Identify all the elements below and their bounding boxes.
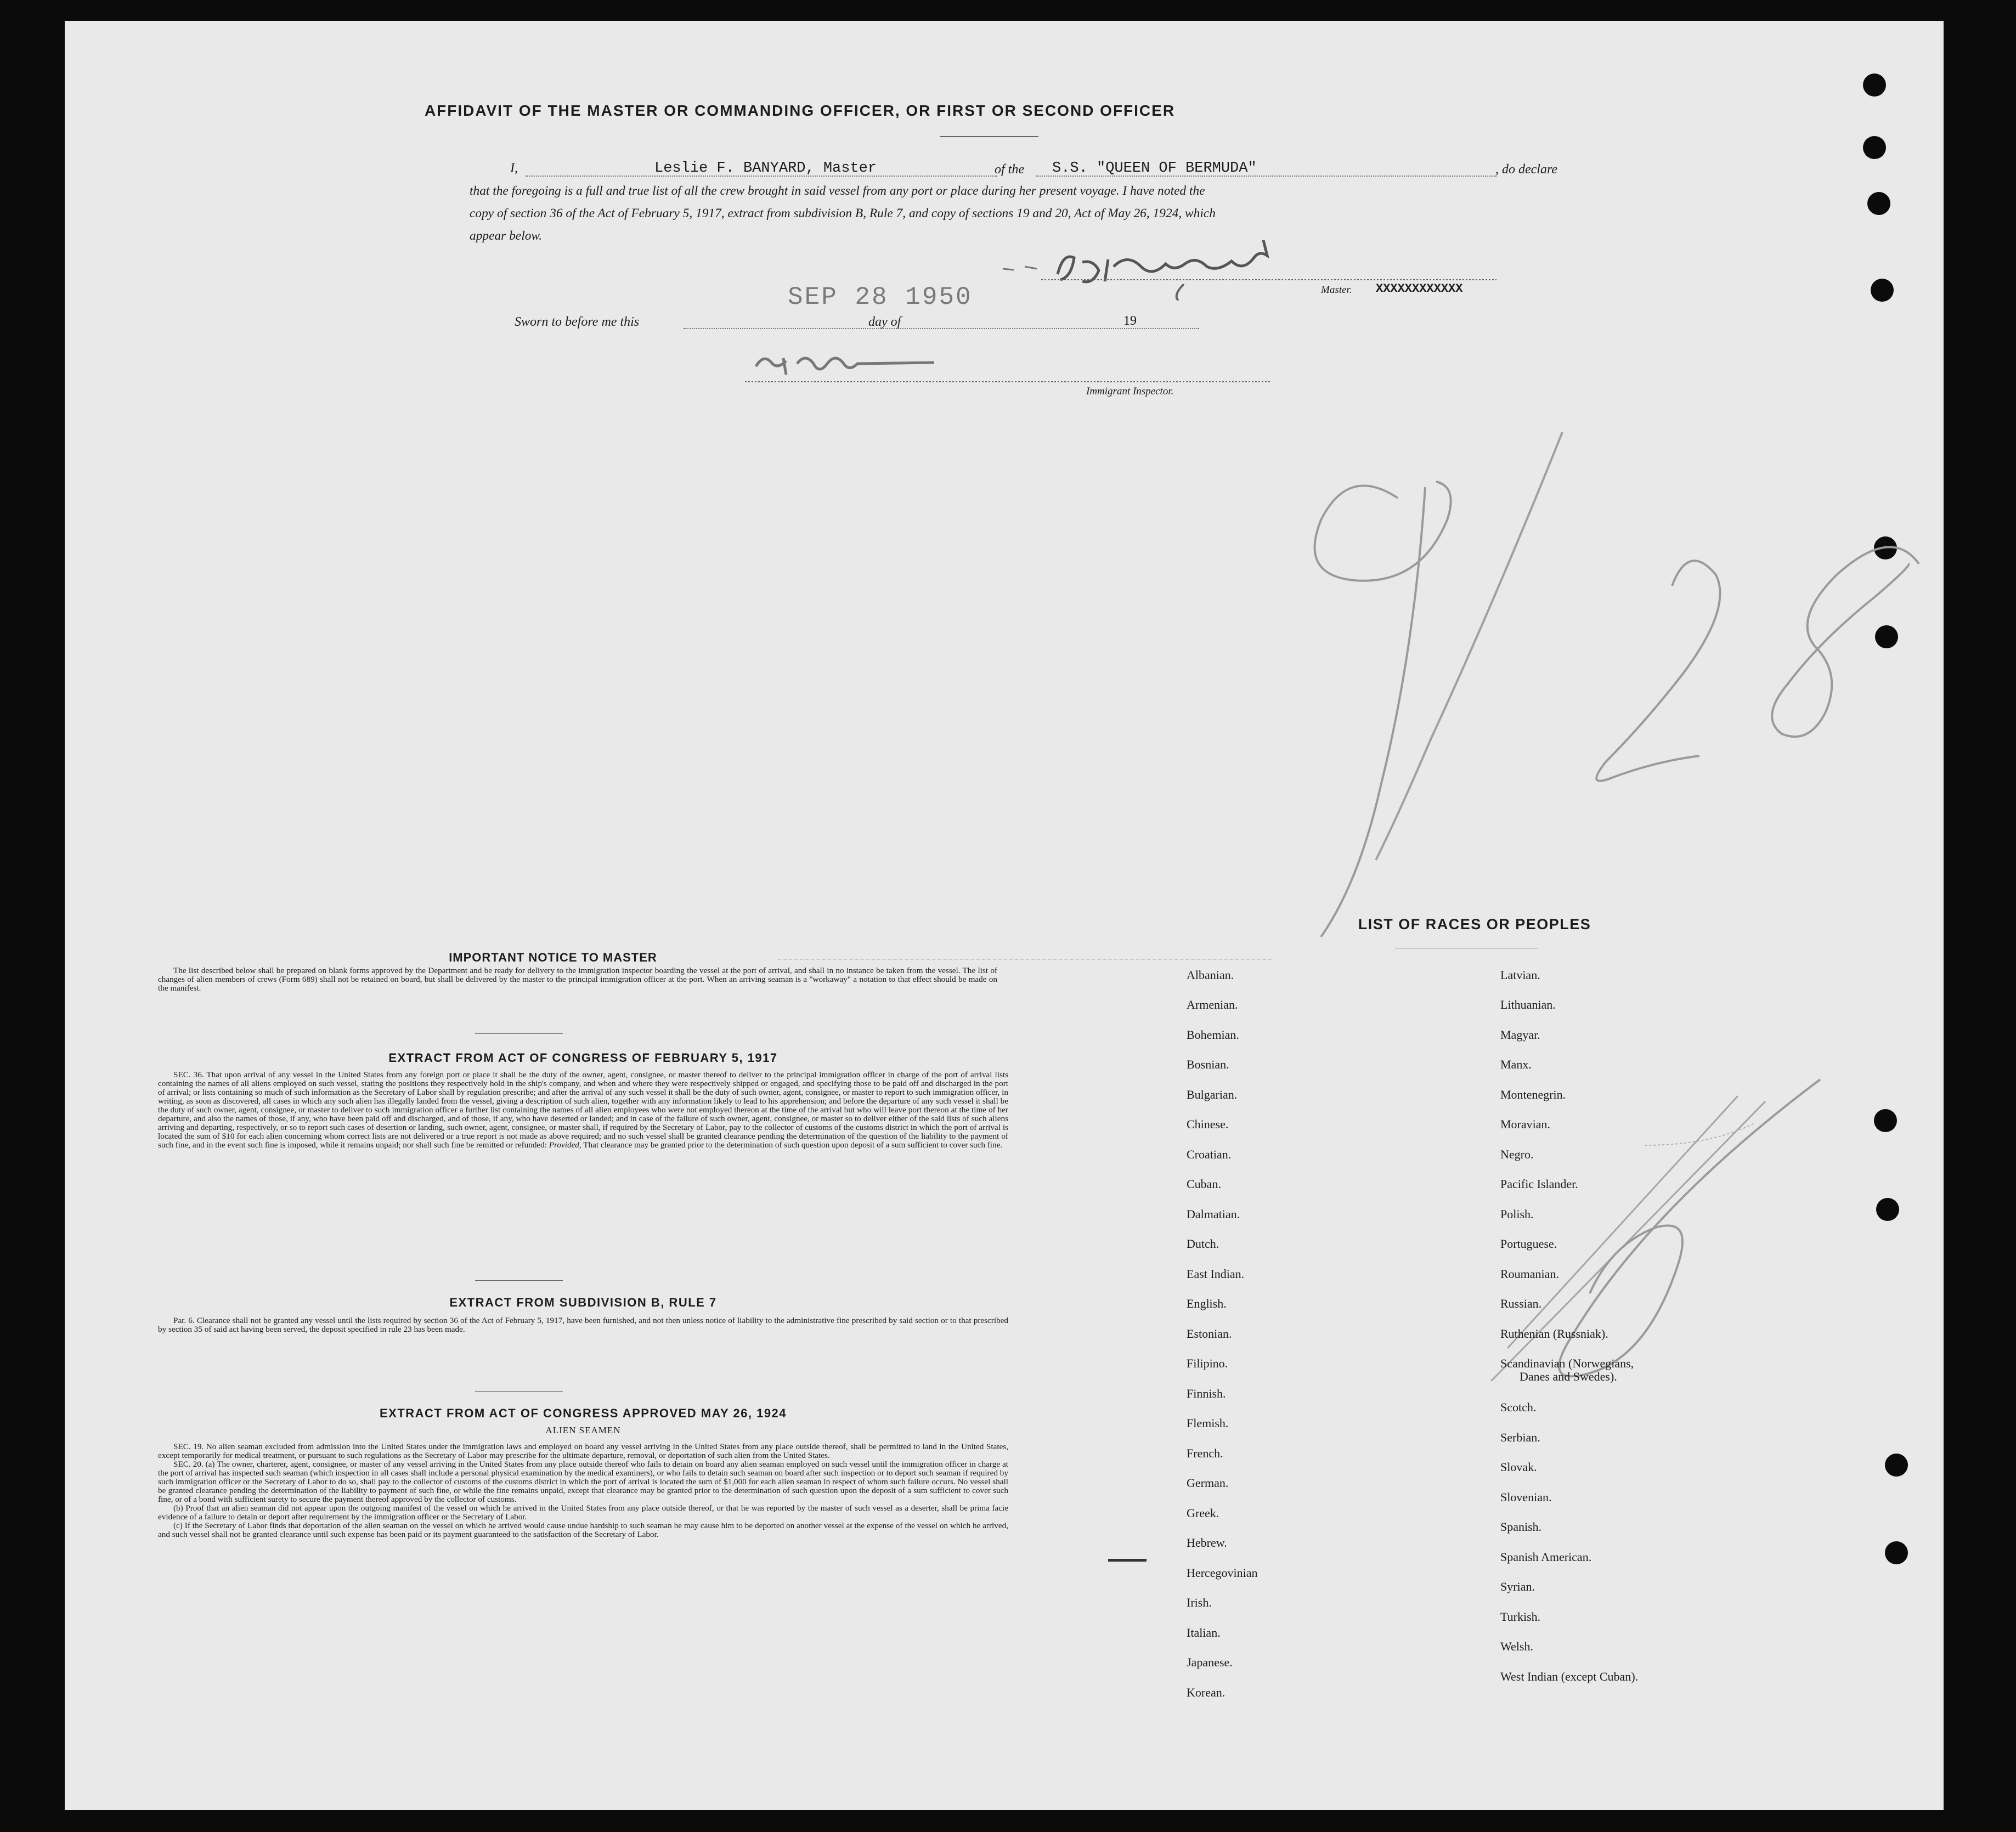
sworn-blank-line [684,328,1199,329]
race-item: East Indian. [1187,1267,1245,1281]
race-item: Scandinavian (Norwegians, [1500,1356,1634,1370]
sec20c-paragraph: (c) If the Secretary of Labor finds that deportation of the alien seaman on the vessel on which he arrived would cause undue hardship to such seaman he may cause him to be deported on another vessel at the expense of the vessel on which he arrived, and such vessel shall not be granted clearance until such expense has been paid or its payment guaranteed to the satisfaction of the Secretary of Labor. [158,1521,1008,1539]
fold-crease [778,959,1272,960]
race-item: Lithuanian. [1500,998,1556,1011]
race-item: Dalmatian. [1187,1207,1240,1221]
race-item: Armenian. [1187,998,1238,1011]
race-item: Spanish. [1500,1520,1542,1534]
race-item: Magyar. [1500,1028,1540,1042]
race-item: German. [1187,1476,1229,1490]
race-item: Danes and Swedes). [1520,1370,1617,1383]
divider-1 [475,1033,563,1034]
race-item: Russian. [1500,1297,1542,1310]
race-item: Bohemian. [1187,1028,1239,1042]
race-item: Polish. [1500,1207,1534,1221]
master-name: Leslie F. BANYARD, Master [654,160,877,177]
race-item: Moravian. [1500,1117,1551,1131]
race-item: West Indian (except Cuban). [1500,1670,1639,1683]
day-of-label: day of [868,315,901,329]
race-item: Hebrew. [1187,1536,1227,1550]
affidavit-body-line1: that the foregoing is a full and true list of all the crew brought in said vessel from any port or place during her present voyage. I have noted the [470,184,1205,198]
handwritten-count-annotation [1414,1074,1886,1381]
race-item: Croatian. [1187,1147,1232,1161]
affidavit-title: AFFIDAVIT OF THE MASTER OR COMMANDING OFFICER, OR FIRST OR SECOND OFFICER [424,102,1176,119]
extract-1917-proviso: Provided, [549,1140,581,1150]
race-item: Hercegovinian [1187,1566,1258,1580]
races-title: LIST OF RACES OR PEOPLES [1358,916,1591,932]
extract-1924-title: EXTRACT FROM ACT OF CONGRESS APPROVED MAY 26, 1924 [379,1406,787,1420]
race-item: Estonian. [1187,1327,1232,1341]
margin-dash-mark [1108,1559,1147,1562]
vessel-name: S.S. "QUEEN OF BERMUDA" [1052,160,1257,177]
race-item: Flemish. [1187,1416,1229,1430]
race-item: Pacific Islander. [1500,1177,1578,1191]
affidavit-body-line2: copy of section 36 of the Act of February 5, 1917, extract from subdivision B, Rule 7, and copy of sections 19 and 20, Act of May 26, 1924, which [470,206,1216,220]
declarant-label: I, [510,161,518,176]
race-item: Italian. [1187,1626,1221,1639]
race-item: Finnish. [1187,1387,1226,1400]
sec19-paragraph: SEC. 19. No alien seaman excluded from admission into the United States under the immigration laws and employed on board any vessel arriving in the United States from any place outside thereof, shall be permitted to land in the United States, except temporarily for medical treatment, or pursuant to such regulations as the Secretary of Labor may prescribe for the ultimate departure, removal, or deportation of such alien from the United States. [158,1442,1008,1460]
extract-1917-body: SEC. 36. That upon arrival of any vessel in the United States from any foreign port or place it shall be the duty of the owner, agent, consignee, or master thereof to deliver to the principal immigration officer in charge of the port of arrival lists containing the names of all aliens employed on such vessel, stating the positions they respectively hold in the ship's company, and when and where they were respectively shipped or engaged, and specifying those to be paid off and discharged in the port of arrival; or lists containing so much of such information as the Secretary of Labor shall by regulation prescribe; and after the arrival of any such vessel it shall be the duty of such owner, agent, consignee, or master to report to such immigration officer, in writing, as soon as discovered, all cases in which any such alien has illegally landed from the vessel, giving a description of such alien, together with any information likely to lead to his apprehension; and before the departure of any such vessel it shall be the duty of such owner, agent, consignee, or master to deliver to such immigration officer a further list containing the names of all alien employees who were not employed thereon at the time of the arrival but who will leave port thereon at the time of her departure, and also the names of those, if any, who have been paid off and discharged, and of those, if any, who have deserted or landed; and in case of the failure of such owner, agent, consignee, or master so to deliver either of the said lists of such aliens arriving and departing, respectively, or so to report such cases of desertion or landing, such owner, agent, consignee, or master shall, if required by the Secretary of Labor, pay to the collector of customs of the customs district in which the port of arrival is located the sum of $10 for each alien concerning whom correct lists are not delivered or a true report is not made as above required; and no such vessel shall be granted clearance pending the determination of the question of the liability to the payment of such fine, and in the event such fine is imposed, while it remains unpaid; nor shall such fine be remitted or refunded: [158,1070,1008,1150]
race-item: Portuguese. [1500,1237,1557,1251]
race-item: Roumanian. [1500,1267,1559,1281]
extract-1924-subtitle: ALIEN SEAMEN [545,1425,621,1435]
race-item: French. [1187,1446,1223,1460]
race-item: English. [1187,1297,1227,1310]
notice-text [65,966,997,993]
race-item: Manx. [1500,1058,1532,1071]
punch-hole [1863,136,1886,159]
race-item: Slovak. [1500,1460,1537,1474]
affidavit-body-line3: appear below. [470,229,543,243]
title-divider [940,136,1038,137]
race-item: Serbian. [1500,1430,1540,1444]
sworn-label: Sworn to before me this [515,315,640,329]
extract-rule7-paragraph: Par. 6. Clearance shall not be granted any vessel until the lists required by section 36 of the Act of February 5, 1917, have been furnished, and not then unless notice of liability to the administrative fine prescribed by said section or to that prescribed by section 35 of said act having been served, the deposit specified in rule 23 has been made. [158,1316,1008,1334]
divider-2 [475,1280,563,1281]
race-item: Irish. [1187,1596,1212,1609]
extract-1924-text [158,1443,1008,1539]
date-stamp: SEP 28 1950 [788,283,973,312]
year-prefix: 19 [1123,314,1137,328]
race-item: Montenegrin. [1500,1088,1566,1101]
race-item: Negro. [1500,1147,1534,1161]
punch-hole [1885,1454,1908,1477]
sec20b-paragraph: (b) Proof that an alien seaman did not appear upon the outgoing manifest of the vessel on which he arrived in the United States from any place outside thereof, or that he was reported by the master of such vessel as a deserter, shall be prima facie evidence of a failure to detain or deport after requirement by the immigration officer or the Secretary of Labor. [158,1503,1008,1522]
race-item: Filipino. [1187,1356,1228,1370]
punch-hole [1871,279,1894,302]
divider-3 [475,1391,563,1392]
extract-1917-text [158,1071,1008,1150]
extract-rule7-title: EXTRACT FROM SUBDIVISION B, RULE 7 [449,1296,717,1309]
race-item: Cuban. [1187,1177,1221,1191]
punch-hole [1885,1541,1908,1564]
document-page [65,21,1944,1810]
sec20a-paragraph: SEC. 20. (a) The owner, charterer, agent, consignee, or master of any vessel arriving in the United States from any place outside thereof who fails to detain on board any alien seaman employed on such vessel until the immigration officer in charge at the port of arrival has inspected such seaman (which inspection in all cases shall include a personal physical examination by the medical examiners), or who fails to detain such seaman on board after such inspection or to deport such seaman if required by such immigration officer or the Secretary of Labor to do so, shall pay to the collector of customs of the customs district in which the port of arrival is located the sum of $1,000 for each alien seaman in respect of whom such failure occurs. No vessel shall be granted clearance pending the determination of the liability to payment of such fine, or while the fine remains unpaid, except that clearance may be granted prior to the determination of such question upon the deposit of a sum sufficient to cover such fine, or of a bond with sufficient surety to secure the payment thereof approved by the collector of customs. [158,1460,1008,1504]
race-item: Ruthenian (Russniak). [1500,1327,1608,1341]
race-item: Bulgarian. [1187,1088,1238,1101]
race-item: Turkish. [1500,1610,1541,1624]
race-item: Dutch. [1187,1237,1219,1251]
punch-hole [1867,192,1890,215]
race-item: Albanian. [1187,968,1234,982]
extract-1917-paragraph [158,1071,1008,1150]
race-item: Spanish American. [1500,1550,1592,1564]
race-item: Syrian. [1500,1580,1535,1593]
punch-hole [1863,73,1886,97]
notice-title: IMPORTANT NOTICE TO MASTER [449,951,657,964]
race-item: Korean. [1187,1686,1226,1699]
race-item: Chinese. [1187,1117,1229,1131]
race-item: Greek. [1187,1506,1219,1520]
race-item: Scotch. [1500,1400,1537,1414]
extract-rule7-text [158,1316,1008,1334]
extract-1917-proviso-rest: That clearance may be granted prior to the determination of such question upon deposit of a sum sufficient to cover such fine. [583,1140,1003,1150]
master-title-struck: XXXXXXXXXXXX [1376,282,1463,296]
inspector-signature [745,339,1272,394]
handwritten-date-annotation [1250,399,1941,937]
race-item: Welsh. [1500,1639,1533,1653]
notice-paragraph: The list described below shall be prepared on blank forms approved by the Department and be ready for delivery to the immigration inspector boarding the vessel at the port of arrival, and shall in no instance be taken from the vessel. The list of changes of alien members of crews (Form 689) shall not be retained on board, but shall be delivered by the master to the principal immigration officer at the port. When an arriving seaman is a "workaway" a notation to that effect should be made on the manifest. [158,966,997,993]
of-the-label: of the [995,162,1024,177]
race-item: Slovenian. [1500,1490,1552,1504]
master-title-label: Master. [1321,284,1352,296]
race-item: Japanese. [1187,1655,1233,1669]
extract-1917-title: EXTRACT FROM ACT OF CONGRESS OF FEBRUARY 5, 1917 [388,1051,778,1065]
race-item: Latvian. [1500,968,1540,982]
declare-text: , do declare [1495,162,1558,177]
inspector-label: Immigrant Inspector. [1086,386,1174,397]
race-item: Bosnian. [1187,1058,1229,1071]
